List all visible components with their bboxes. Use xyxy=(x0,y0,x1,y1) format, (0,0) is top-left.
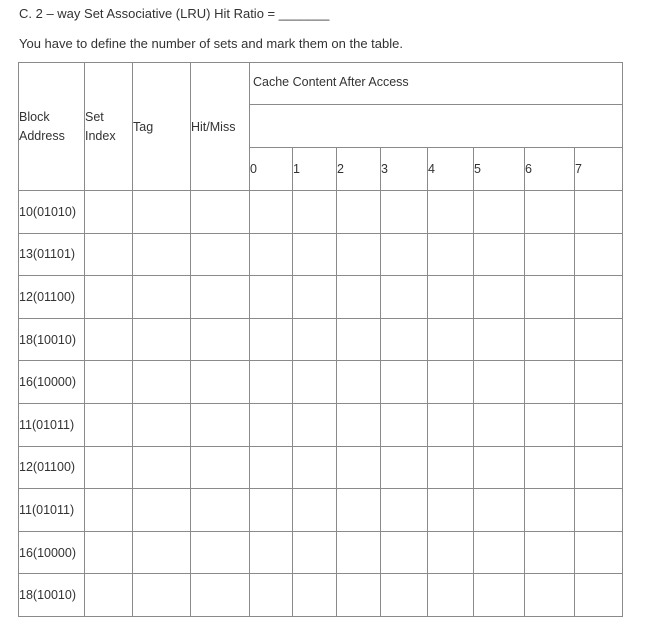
cache-set-cell[interactable] xyxy=(525,446,575,489)
cache-set-cell[interactable] xyxy=(250,191,293,234)
cache-set-cell[interactable] xyxy=(381,318,428,361)
cache-set-cell[interactable] xyxy=(525,574,575,617)
cache-set-cell[interactable] xyxy=(381,361,428,404)
cache-set-cell[interactable] xyxy=(250,276,293,319)
hit-miss-cell[interactable] xyxy=(191,361,250,404)
set-index-cell[interactable] xyxy=(85,574,133,617)
block-address-cell: 12(01100) xyxy=(19,446,85,489)
table-row xyxy=(19,489,623,532)
cache-set-cell[interactable] xyxy=(381,191,428,234)
hit-miss-cell[interactable] xyxy=(191,531,250,574)
cache-set-cell[interactable] xyxy=(474,403,525,446)
cache-set-cell[interactable] xyxy=(428,531,474,574)
cache-set-cell[interactable] xyxy=(575,446,623,489)
hit-miss-cell[interactable] xyxy=(191,191,250,234)
cache-set-cell[interactable] xyxy=(474,489,525,532)
cache-set-cell[interactable] xyxy=(575,531,623,574)
header-cache-content: Cache Content After Access xyxy=(250,63,623,105)
block-address-cell: 10(01010) xyxy=(19,191,85,234)
cache-set-cell[interactable] xyxy=(474,574,525,617)
set-number-1: 1 xyxy=(293,148,337,191)
tag-cell[interactable] xyxy=(133,191,191,234)
cache-set-cell[interactable] xyxy=(575,276,623,319)
tag-cell[interactable] xyxy=(133,403,191,446)
tag-cell[interactable] xyxy=(133,574,191,617)
table-row xyxy=(19,361,623,404)
cache-set-cell[interactable] xyxy=(428,318,474,361)
block-address-cell: 12(01100) xyxy=(19,276,85,319)
block-address-cell: 16(10000) xyxy=(19,531,85,574)
tag-cell[interactable] xyxy=(133,318,191,361)
cache-set-cell[interactable] xyxy=(250,531,293,574)
set-index-cell[interactable] xyxy=(85,403,133,446)
cache-set-cell[interactable] xyxy=(525,276,575,319)
cache-set-cell[interactable] xyxy=(474,361,525,404)
cache-set-cell[interactable] xyxy=(250,403,293,446)
block-address-cell: 18(10010) xyxy=(19,318,85,361)
cache-set-cell[interactable] xyxy=(293,361,337,404)
cache-set-cell[interactable] xyxy=(525,489,575,532)
cache-set-cell[interactable] xyxy=(575,361,623,404)
set-number-3: 3 xyxy=(381,148,428,191)
cache-set-cell[interactable] xyxy=(250,233,293,276)
cache-set-cell[interactable] xyxy=(381,403,428,446)
cache-set-cell[interactable] xyxy=(575,191,623,234)
cache-set-cell[interactable] xyxy=(525,191,575,234)
cache-set-cell[interactable] xyxy=(428,276,474,319)
cache-set-cell[interactable] xyxy=(293,318,337,361)
set-number-2: 2 xyxy=(337,148,381,191)
block-address-cell: 11(01011) xyxy=(19,489,85,532)
cache-set-cell[interactable] xyxy=(293,446,337,489)
set-number-7: 7 xyxy=(575,148,623,191)
cache-set-cell[interactable] xyxy=(293,276,337,319)
cache-content-blank-band xyxy=(250,105,623,148)
cache-set-cell[interactable] xyxy=(381,531,428,574)
hit-miss-cell[interactable] xyxy=(191,446,250,489)
set-number-5: 5 xyxy=(474,148,525,191)
tag-cell[interactable] xyxy=(133,531,191,574)
set-index-cell[interactable] xyxy=(85,191,133,234)
cache-set-cell[interactable] xyxy=(525,403,575,446)
table-row xyxy=(19,191,623,234)
cache-table xyxy=(18,62,623,617)
set-number-0: 0 xyxy=(250,148,293,191)
cache-set-cell[interactable] xyxy=(381,446,428,489)
cache-set-cell[interactable] xyxy=(428,361,474,404)
cache-set-cell[interactable] xyxy=(575,318,623,361)
cache-set-cell[interactable] xyxy=(428,233,474,276)
block-address-cell: 16(10000) xyxy=(19,361,85,404)
set-number-4: 4 xyxy=(428,148,474,191)
cache-set-cell[interactable] xyxy=(575,233,623,276)
cache-set-cell[interactable] xyxy=(525,233,575,276)
table-row xyxy=(19,403,623,446)
set-index-cell[interactable] xyxy=(85,361,133,404)
table-row xyxy=(19,446,623,489)
cache-set-cell[interactable] xyxy=(293,233,337,276)
table-row xyxy=(19,233,623,276)
cache-set-cell[interactable] xyxy=(575,489,623,532)
cache-set-cell[interactable] xyxy=(474,318,525,361)
block-address-cell: 18(10010) xyxy=(19,574,85,617)
cache-set-cell[interactable] xyxy=(474,446,525,489)
cache-set-cell[interactable] xyxy=(428,191,474,234)
table-row xyxy=(19,318,623,361)
cache-set-cell[interactable] xyxy=(381,276,428,319)
set-index-cell[interactable] xyxy=(85,489,133,532)
cache-set-cell[interactable] xyxy=(293,574,337,617)
table-row xyxy=(19,574,623,617)
table-row xyxy=(19,276,623,319)
question-title: C. 2 – way Set Associative (LRU) Hit Ratio = _______ xyxy=(19,6,330,21)
cache-set-cell[interactable] xyxy=(381,233,428,276)
cache-set-cell[interactable] xyxy=(428,489,474,532)
set-number-6: 6 xyxy=(525,148,575,191)
set-index-cell[interactable] xyxy=(85,276,133,319)
header-block-address: Block Address xyxy=(19,63,85,191)
hit-miss-cell[interactable] xyxy=(191,403,250,446)
cache-set-cell[interactable] xyxy=(428,403,474,446)
cache-set-cell[interactable] xyxy=(293,191,337,234)
tag-cell[interactable] xyxy=(133,276,191,319)
cache-set-cell[interactable] xyxy=(337,489,381,532)
block-address-cell: 11(01011) xyxy=(19,403,85,446)
header-set-index: Set Index xyxy=(85,63,133,191)
cache-set-cell[interactable] xyxy=(381,489,428,532)
header-hit-miss: Hit/Miss xyxy=(191,63,250,191)
cache-set-cell[interactable] xyxy=(428,446,474,489)
cache-set-cell[interactable] xyxy=(575,403,623,446)
set-index-cell[interactable] xyxy=(85,446,133,489)
cache-set-cell[interactable] xyxy=(337,276,381,319)
cache-set-cell[interactable] xyxy=(337,191,381,234)
set-index-cell[interactable] xyxy=(85,318,133,361)
tag-cell[interactable] xyxy=(133,446,191,489)
cache-set-cell[interactable] xyxy=(525,361,575,404)
hit-miss-cell[interactable] xyxy=(191,489,250,532)
cache-set-cell[interactable] xyxy=(293,531,337,574)
tag-cell[interactable] xyxy=(133,233,191,276)
hit-miss-cell[interactable] xyxy=(191,574,250,617)
hit-miss-cell[interactable] xyxy=(191,276,250,319)
cache-set-cell[interactable] xyxy=(250,361,293,404)
set-index-cell[interactable] xyxy=(85,531,133,574)
cache-set-cell[interactable] xyxy=(293,489,337,532)
cache-set-cell[interactable] xyxy=(337,233,381,276)
hit-miss-cell[interactable] xyxy=(191,233,250,276)
hit-miss-cell[interactable] xyxy=(191,318,250,361)
cache-set-cell[interactable] xyxy=(525,318,575,361)
cache-set-cell[interactable] xyxy=(250,318,293,361)
cache-set-cell[interactable] xyxy=(474,233,525,276)
cache-set-cell[interactable] xyxy=(250,574,293,617)
cache-set-cell[interactable] xyxy=(337,361,381,404)
cache-set-cell[interactable] xyxy=(250,446,293,489)
cache-set-cell[interactable] xyxy=(337,531,381,574)
cache-set-cell[interactable] xyxy=(525,531,575,574)
cache-set-cell[interactable] xyxy=(250,489,293,532)
cache-set-cell[interactable] xyxy=(428,574,474,617)
cache-set-cell[interactable] xyxy=(337,574,381,617)
cache-set-cell[interactable] xyxy=(474,531,525,574)
cache-set-cell[interactable] xyxy=(474,276,525,319)
cache-set-cell[interactable] xyxy=(474,191,525,234)
cache-set-cell[interactable] xyxy=(337,318,381,361)
block-address-cell: 13(01101) xyxy=(19,233,85,276)
cache-set-cell[interactable] xyxy=(293,403,337,446)
cache-set-cell[interactable] xyxy=(575,574,623,617)
set-index-cell[interactable] xyxy=(85,233,133,276)
question-instruction: You have to define the number of sets and mark them on the table. xyxy=(19,36,403,51)
cache-set-cell[interactable] xyxy=(337,403,381,446)
tag-cell[interactable] xyxy=(133,361,191,404)
table-row xyxy=(19,531,623,574)
header-tag: Tag xyxy=(133,63,191,191)
cache-set-cell[interactable] xyxy=(381,574,428,617)
tag-cell[interactable] xyxy=(133,489,191,532)
cache-set-cell[interactable] xyxy=(337,446,381,489)
